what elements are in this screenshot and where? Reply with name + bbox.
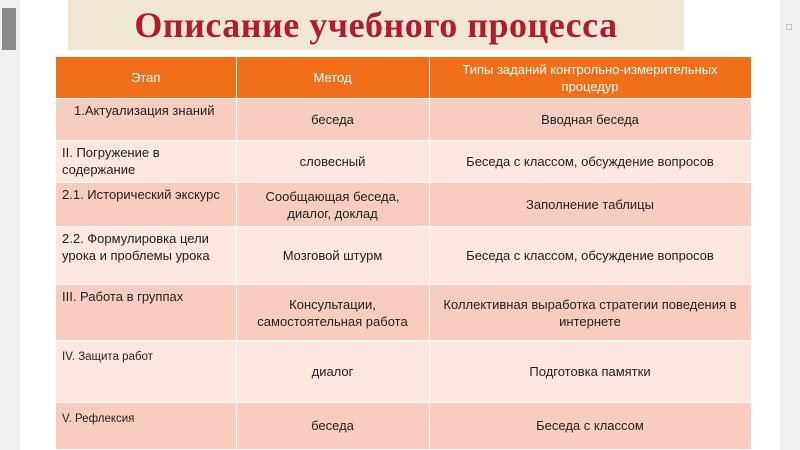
stage-cell: 2.1. Исторический экскурс	[56, 183, 236, 227]
table-row	[56, 99, 751, 141]
table-header-row	[56, 57, 751, 99]
left-decor-band	[0, 0, 20, 450]
title-box	[68, 0, 684, 50]
tasks-cell: Беседа с классом, обсуждение вопросов	[429, 227, 751, 285]
table-row	[56, 285, 751, 341]
stage-cell: 2.2. Формулировка цели урока и проблемы урока	[56, 227, 236, 285]
tasks-cell: Беседа с классом, обсуждение вопросов	[429, 141, 751, 183]
method-cell: беседа	[236, 403, 429, 449]
stage-cell: V. Рефлексия	[56, 403, 236, 449]
method-cell: Мозговой штурм	[236, 227, 429, 285]
right-decor-band	[780, 0, 800, 450]
tasks-cell: Заполнение таблицы	[429, 183, 751, 227]
method-cell: диалог	[236, 341, 429, 403]
tasks-cell: Подготовка памятки	[429, 341, 751, 403]
stage-cell: II. Погружение в содержание	[56, 141, 236, 183]
stage-cell: III. Работа в группах	[56, 285, 236, 341]
method-cell: словесный	[236, 141, 429, 183]
method-cell: беседа	[236, 99, 429, 141]
table-row	[56, 183, 751, 227]
table-row	[56, 227, 751, 285]
square-bullet-icon: □	[785, 22, 792, 33]
tasks-cell: Беседа с классом	[429, 403, 751, 449]
header-tasks: Типы заданий контрольно-измерительных процедур	[429, 57, 751, 99]
method-cell: Сообщающая беседа, диалог, доклад	[236, 183, 429, 227]
stage-cell: 1.Актуализация знаний	[56, 99, 236, 141]
table-row	[56, 403, 751, 449]
tasks-cell: Вводная беседа	[429, 99, 751, 141]
header-stage: Этап	[56, 57, 236, 99]
table-row	[56, 341, 751, 403]
stage-cell: IV. Защита работ	[56, 341, 236, 403]
process-table	[56, 57, 752, 449]
left-accent-bar	[2, 8, 16, 50]
header-method: Метод	[236, 57, 429, 99]
page-title: Описание учебного процесса	[134, 5, 618, 45]
method-cell: Консультации, самостоятельная работа	[236, 285, 429, 341]
tasks-cell: Коллективная выработка стратегии поведения в интернете	[429, 285, 751, 341]
table-row	[56, 141, 751, 183]
